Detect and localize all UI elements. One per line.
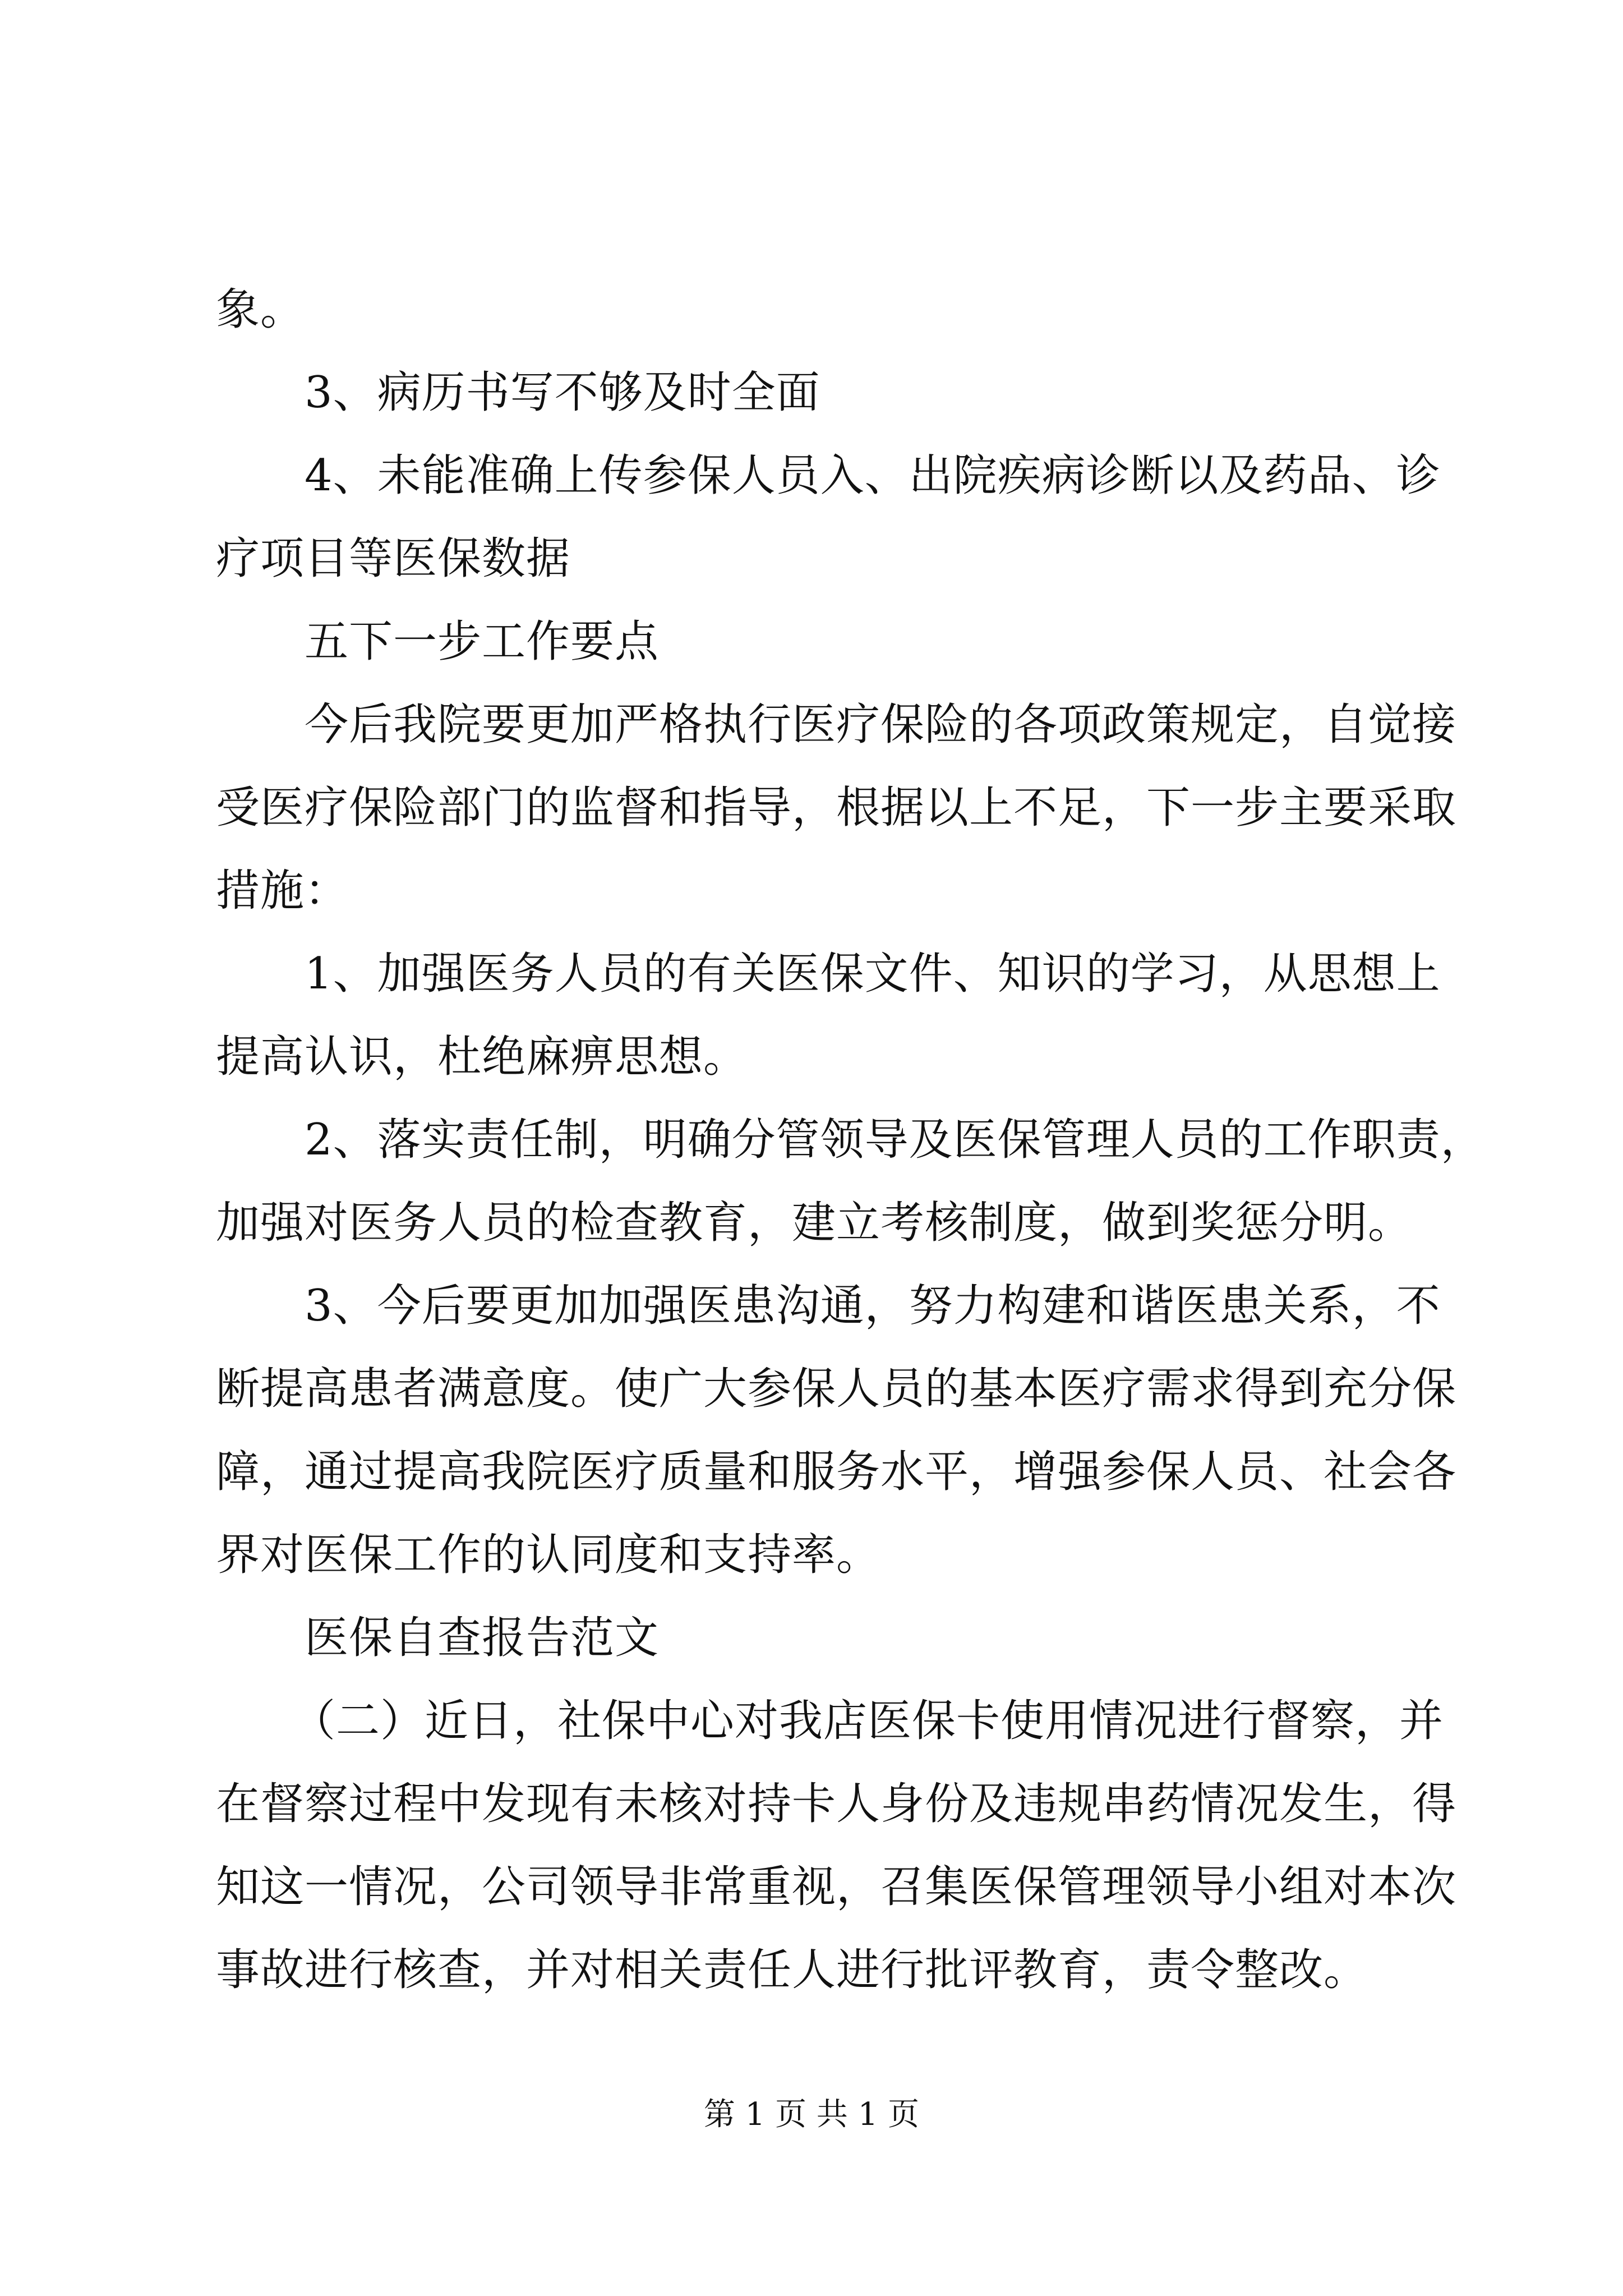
text-line: 断提高患者满意度。使广大参保人员的基本医疗需求得到充分保 <box>216 1364 1457 1414</box>
text-line: （二）近日，社保中心对我店医保卡使用情况进行督察，并 <box>292 1696 1444 1746</box>
text-line: 4、未能准确上传参保人员入、出院疾病诊断以及药品、诊 <box>305 450 1441 501</box>
text-line: 措施： <box>216 866 349 916</box>
text-line: 3、今后要更加加强医患沟通，努力构建和谐医患关系，不 <box>305 1281 1441 1331</box>
text-line: 象。 <box>216 284 305 335</box>
text-line: 2、落实责任制，明确分管领导及医保管理人员的工作职责， <box>305 1115 1485 1165</box>
text-line: 疗项目等医保数据 <box>216 533 571 584</box>
text-line: 知这一情况，公司领导非常重视，召集医保管理领导小组对本次 <box>216 1862 1457 1912</box>
document-body <box>216 268 1485 2012</box>
text-line: 受医疗保险部门的监督和指导，根据以上不足，下一步主要采取 <box>216 783 1457 833</box>
section-heading: 医保自查报告范文 <box>305 1613 660 1663</box>
text-line: 在督察过程中发现有未核对持卡人身份及违规串药情况发生，得 <box>216 1779 1457 1829</box>
text-line: 界对医保工作的认同度和支持率。 <box>216 1530 881 1580</box>
text-line: 提高认识，杜绝麻痹思想。 <box>216 1032 748 1082</box>
text-line: 3、病历书写不够及时全面 <box>305 367 820 418</box>
text-line: 今后我院要更加严格执行医疗保险的各项政策规定，自觉接 <box>305 700 1457 750</box>
section-heading: 五下一步工作要点 <box>305 616 660 667</box>
text-line: 加强对医务人员的检查教育，建立考核制度，做到奖惩分明。 <box>216 1198 1413 1248</box>
text-line: 事故进行核查，并对相关责任人进行批评教育，责令整改。 <box>216 1945 1368 1995</box>
page-footer: 第 1 页 共 1 页 <box>703 2096 920 2133</box>
text-line: 1、加强医务人员的有关医保文件、知识的学习，从思想上 <box>305 949 1441 999</box>
text-line: 障，通过提高我院医疗质量和服务水平，增强参保人员、社会各 <box>216 1447 1457 1497</box>
